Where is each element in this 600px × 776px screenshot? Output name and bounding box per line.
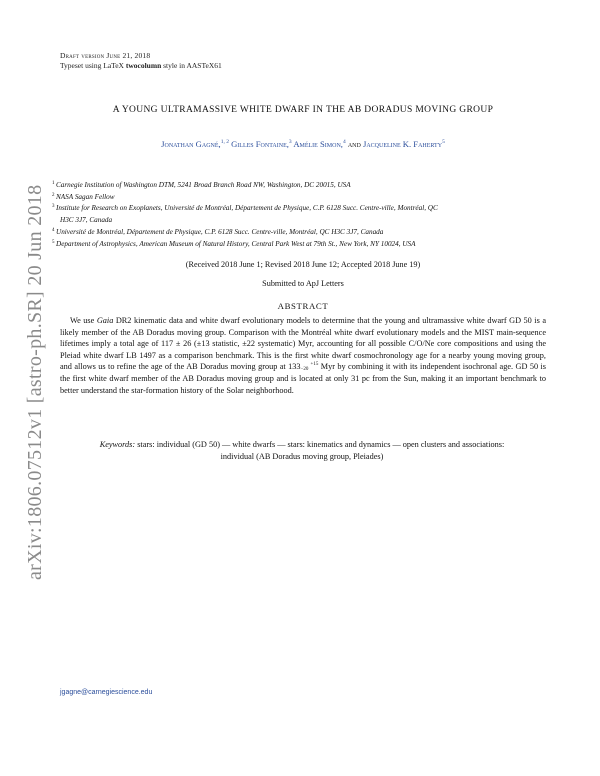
received-dates: (Received 2018 June 1; Revised 2018 June 12; Accepted 2018 June 19) xyxy=(185,260,421,269)
submitted-to: Submitted to ApJ Letters xyxy=(262,279,344,288)
affiliation-item: 2 NASA Sagan Fellow xyxy=(52,192,115,201)
affiliation-item: 4 Université de Montréal, Département de Physique, C.P. 6128 Succ. Centre-ville, Montréal, QC H3C 3J7, Canada xyxy=(52,227,384,236)
draft-version: Draft version June 21, 2018 xyxy=(60,51,151,60)
keywords-label: Keywords: xyxy=(99,440,136,449)
abstract-heading: ABSTRACT xyxy=(277,301,329,311)
paper-title: A YOUNG ULTRAMASSIVE WHITE DWARF IN THE AB DORADUS MOVING GROUP xyxy=(112,105,494,115)
keywords: Keywords: stars: individual (GD 50) — white dwarfs — stars: kinematics and dynamics — open clusters and associations: individual (AB Doradus moving group, Pleiades) xyxy=(99,440,505,461)
author-link[interactable]: Amélie Simon,$^4$ xyxy=(291,139,346,149)
author-link[interactable]: Gilles Fontaine,$^3$ xyxy=(228,139,292,149)
affiliations xyxy=(52,180,552,250)
affiliation-item: 3 Institute for Research on Exoplanets, Université de Montréal, Département de Physique, C.P. 6128 Succ. Centre-ville, Montréal, QC H3C 3J7, Canada xyxy=(52,204,438,225)
author-list xyxy=(60,139,546,149)
arxiv-stamp: arXiv:1806.07512v1 [astro-ph.SR] 20 Jun 2018 xyxy=(24,184,46,580)
authors-and: and xyxy=(345,139,363,149)
typeset-line: Typeset using LaTeX twocolumn style in AASTeX61 xyxy=(60,61,222,70)
preprint-header xyxy=(60,51,222,71)
abstract-text: We use Gaia DR2 kinematic data and white dwarf evolutionary models to determine that the young and ultramassive white dwarf GD 50 is a likely member of the AB Doradus moving group. Comparison with the Montréal white dwarf evolutionary models and the MIST main-sequence lifetimes imply a total age of 117 ± 26 (±13 statistic, ±22 systematic) Myr, accounting for all possible C/O/Ne core compositions and using the Pleiad white dwarf LB 1497 as a comparison benchmark. This is the first white dwarf cosmochronology age for a nearby young moving group, and allows us to refine the age of the AB Doradus moving group at 133 +15 −20 Myr by combining it with its independent isochronal age. GD 50 is the first white dwarf member of the AB Doradus moving group and is located at only 31 pc from the Sun, making it an important benchmark to better understand the star-formation history of the Solar neighborhood. xyxy=(60,316,546,395)
email-link[interactable]: jgagne@carnegiescience.edu xyxy=(60,689,153,696)
latex-logo: LaTeX xyxy=(103,61,124,70)
affiliation-item: 1 Carnegie Institution of Washington DTM, 5241 Broad Branch Road NW, Washington, DC 20015, USA xyxy=(52,181,351,189)
author-link[interactable]: Jacqueline K. Faherty$^5$ xyxy=(362,139,445,149)
affiliation-item: 5 Department of Astrophysics, American Museum of Natural History, Central Park West at 79th St., New York, NY 10024, USA xyxy=(52,239,416,248)
author-link[interactable]: Jonathan Gagné,$^{1, 2}$ xyxy=(161,139,229,149)
